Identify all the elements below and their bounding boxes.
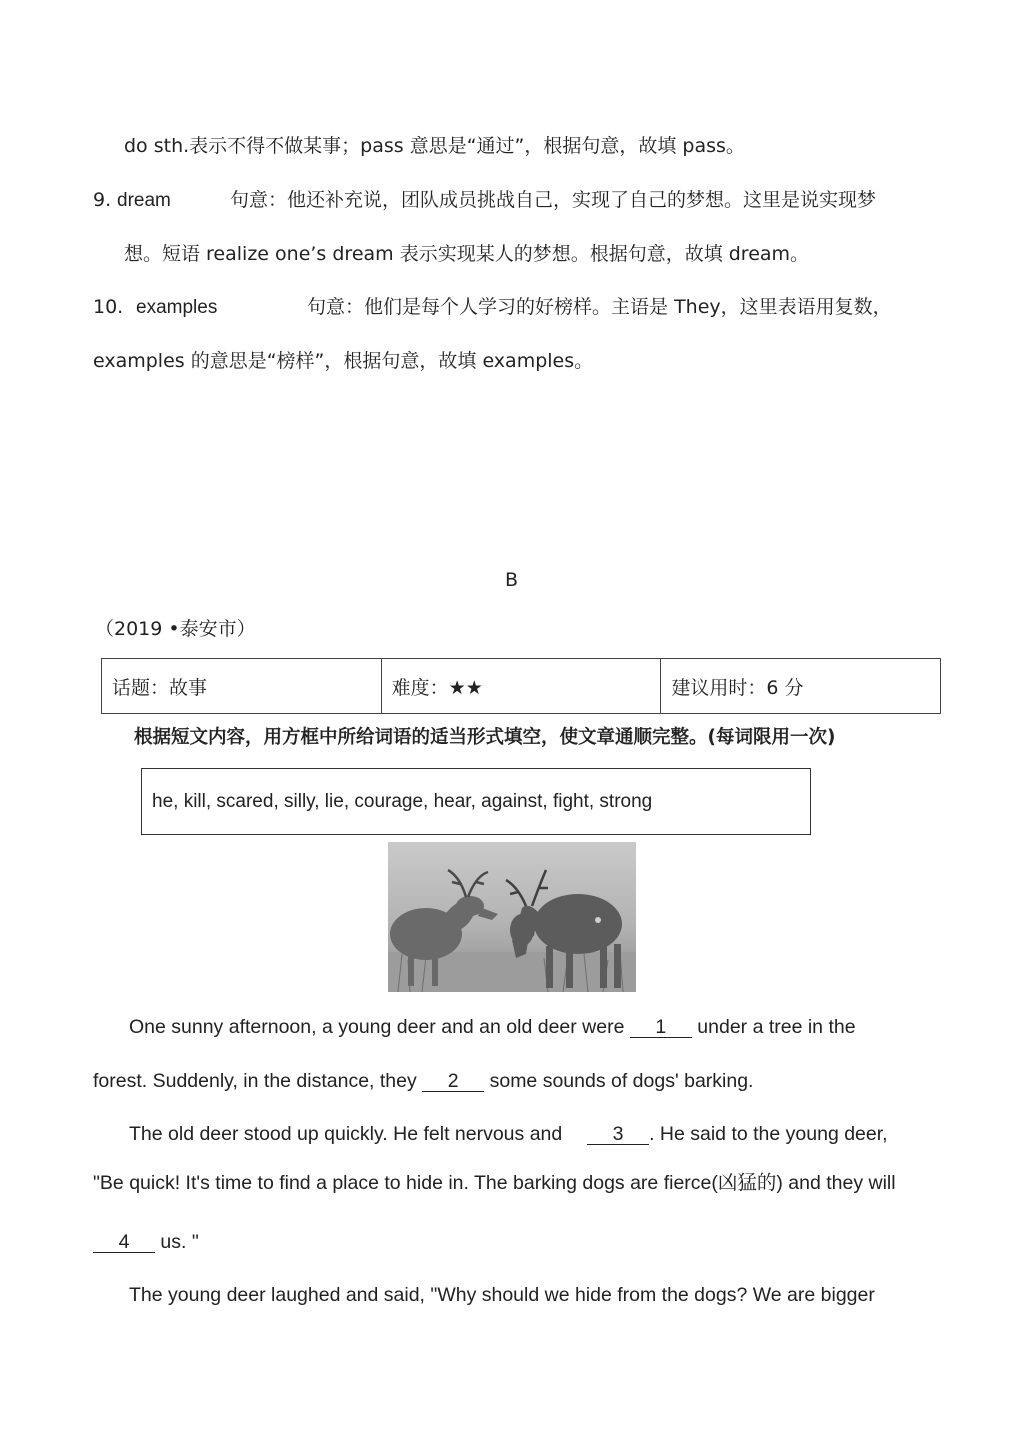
topic-cell: 话题：故事 bbox=[102, 659, 382, 714]
deer-photo bbox=[388, 842, 636, 992]
passage-line-1 bbox=[129, 1017, 856, 1038]
blank-number: 1 bbox=[655, 1016, 667, 1038]
answer-9-word: dream bbox=[117, 190, 171, 211]
answer-9-number: 9. bbox=[93, 189, 112, 211]
answer-10-number: 10. bbox=[93, 296, 124, 318]
section-letter: B bbox=[505, 569, 519, 591]
answer-10-word: examples bbox=[136, 297, 218, 318]
passage-text: some sounds of dogs' barking. bbox=[489, 1070, 754, 1092]
time-cell: 建议用时：6 分 bbox=[661, 659, 941, 714]
passage-line-4: "Be quick! It's time to find a place to hide in. The barking dogs are fierce(凶猛的) and they will bbox=[93, 1172, 896, 1194]
passage-text: us. " bbox=[160, 1231, 199, 1253]
word-bank: he, kill, scared, silly, lie, courage, hear, against, fight, strong bbox=[152, 790, 653, 812]
blank-3[interactable] bbox=[587, 1124, 649, 1145]
blank-1[interactable] bbox=[630, 1017, 692, 1038]
passage-text: . He said to the young deer, bbox=[649, 1123, 888, 1145]
answer-9-explanation-2: 想。短语 realize one’s dream 表示实现某人的梦想。根据句意，故填 dream。 bbox=[124, 243, 810, 265]
passage-line-2 bbox=[93, 1071, 753, 1092]
answer-10-explanation-2: examples 的意思是“榜样”，根据句意，故填 examples。 bbox=[93, 350, 594, 372]
passage-line-5 bbox=[93, 1232, 199, 1253]
blank-2[interactable] bbox=[422, 1071, 484, 1092]
info-table bbox=[101, 658, 941, 714]
answer-10-explanation-1: 句意：他们是每个人学习的好榜样。主语是 They，这里表语用复数， bbox=[307, 296, 892, 318]
instruction: 根据短文内容，用方框中所给词语的适当形式填空，使文章通顺完整。(每词限用一次) bbox=[134, 727, 836, 748]
passage-text: The old deer stood up quickly. He felt nervous and bbox=[129, 1123, 563, 1145]
passage-line-3 bbox=[129, 1124, 888, 1145]
blank-number: 4 bbox=[118, 1231, 130, 1253]
answer-8-continuation: do sth.表示不得不做某事；pass 意思是“通过”，根据句意，故填 pass。 bbox=[124, 135, 745, 157]
blank-4[interactable] bbox=[93, 1232, 155, 1253]
passage-text: forest. Suddenly, in the distance, they bbox=[93, 1070, 417, 1092]
passage-text: under a tree in the bbox=[697, 1016, 856, 1038]
source-label: （2019 •泰安市） bbox=[95, 618, 256, 640]
word-bank-box bbox=[141, 768, 811, 835]
passage-line-6: The young deer laughed and said, "Why should we hide from the dogs? We are bigger bbox=[129, 1284, 875, 1306]
blank-number: 2 bbox=[447, 1070, 459, 1092]
blank-number: 3 bbox=[612, 1123, 624, 1145]
answer-9-explanation-1: 句意：他还补充说，团队成员挑战自己，实现了自己的梦想。这里是说实现梦 bbox=[230, 189, 877, 211]
passage-text: One sunny afternoon, a young deer and an old deer were bbox=[129, 1016, 625, 1038]
difficulty-cell: 难度：★★ bbox=[381, 659, 661, 714]
